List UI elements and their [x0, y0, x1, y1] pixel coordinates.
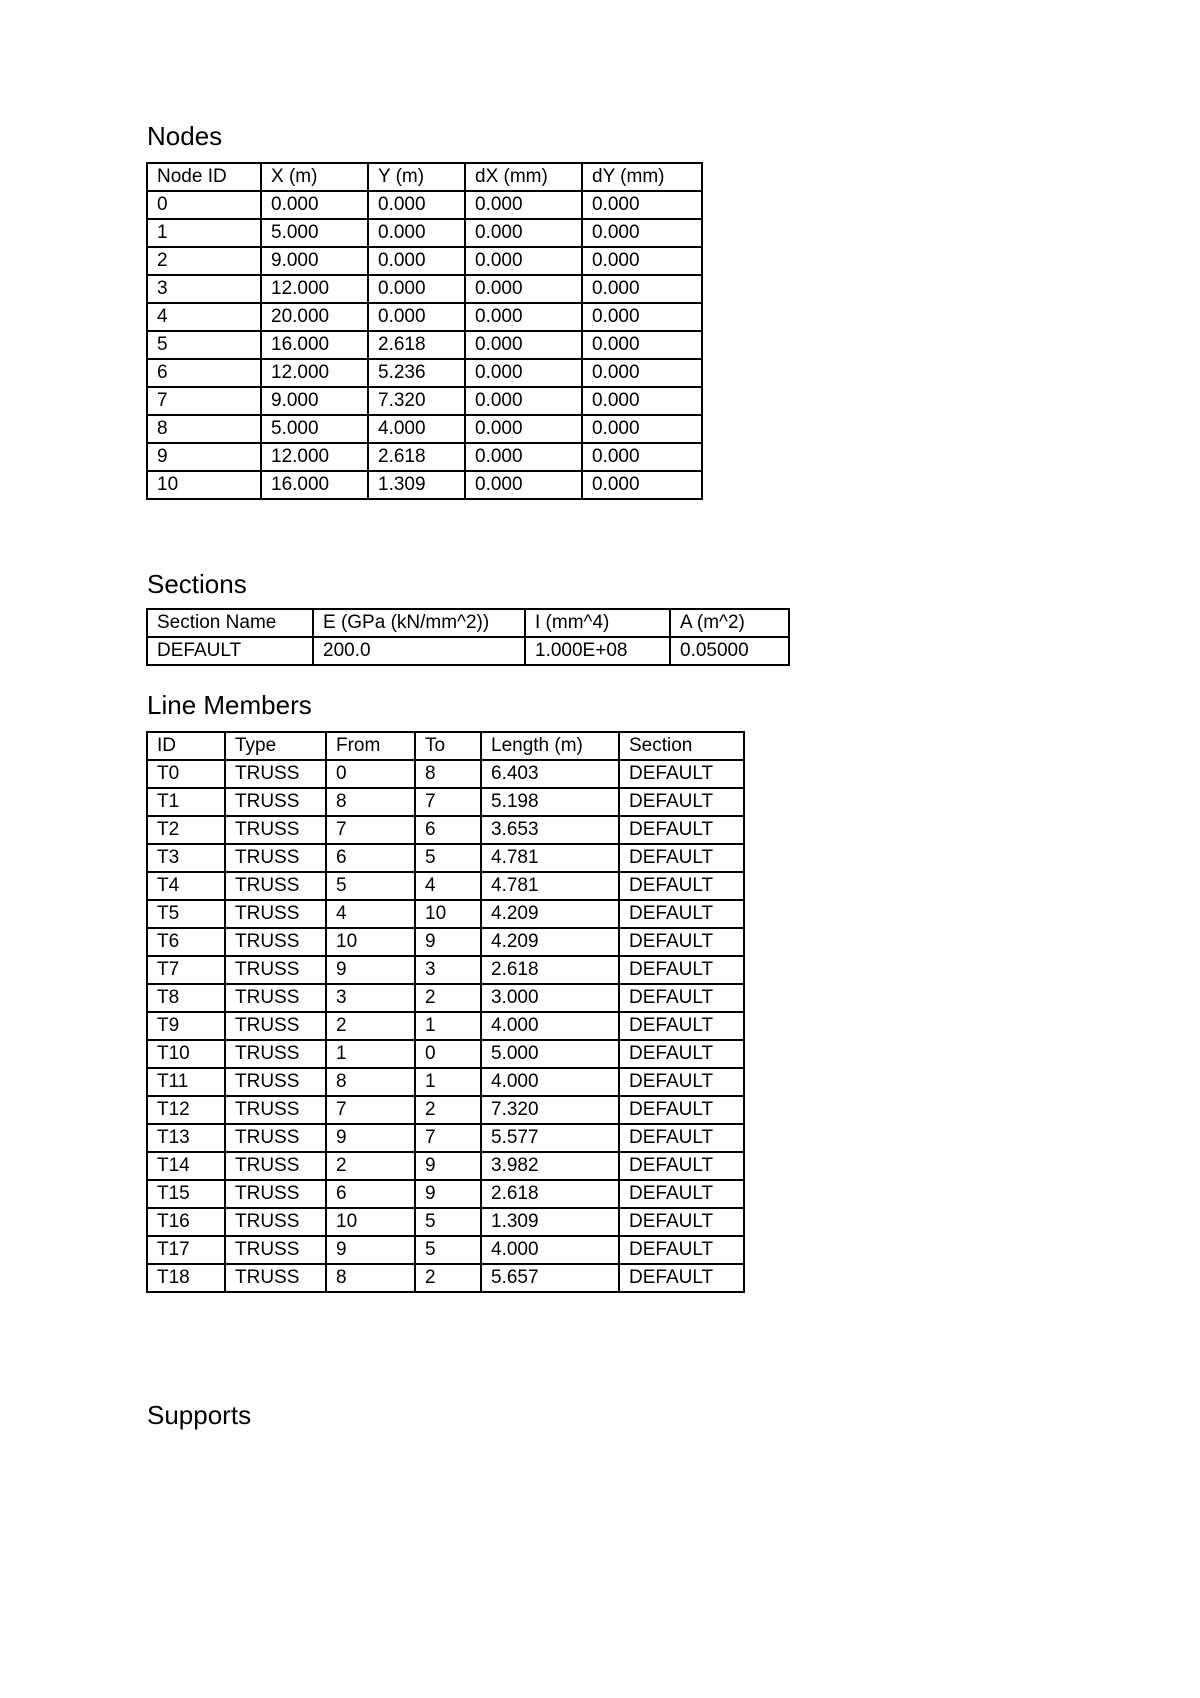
table-cell: 0.000	[261, 191, 368, 219]
table-cell: 7	[147, 387, 261, 415]
table-cell: 4	[415, 872, 481, 900]
table-cell: 1.309	[368, 471, 465, 499]
table-cell: DEFAULT	[619, 816, 744, 844]
table-cell: DEFAULT	[619, 1264, 744, 1292]
nodes-column-header: Y (m)	[368, 163, 465, 191]
table-cell: TRUSS	[225, 1096, 326, 1124]
table-cell: 4.000	[481, 1068, 619, 1096]
table-cell: 10	[326, 1208, 415, 1236]
table-cell: DEFAULT	[619, 1152, 744, 1180]
table-cell: 5	[147, 331, 261, 359]
table-cell: 0.000	[465, 303, 582, 331]
table-cell: 4.209	[481, 928, 619, 956]
table-cell: DEFAULT	[619, 1124, 744, 1152]
table-cell: 8	[326, 1068, 415, 1096]
table-row	[147, 219, 702, 247]
table-cell: 9	[415, 928, 481, 956]
members-column-header: Type	[225, 732, 326, 760]
members-column-header: Length (m)	[481, 732, 619, 760]
table-row	[147, 1068, 744, 1096]
table-cell: T18	[147, 1264, 225, 1292]
table-cell: 0.000	[582, 443, 702, 471]
nodes-column-header: dX (mm)	[465, 163, 582, 191]
table-cell: 0	[415, 1040, 481, 1068]
table-cell: TRUSS	[225, 1152, 326, 1180]
table-cell: TRUSS	[225, 844, 326, 872]
table-cell: DEFAULT	[619, 872, 744, 900]
table-cell: T1	[147, 788, 225, 816]
table-cell: 2.618	[368, 443, 465, 471]
table-row	[147, 1012, 744, 1040]
table-cell: TRUSS	[225, 1124, 326, 1152]
table-cell: 5.236	[368, 359, 465, 387]
table-cell: T3	[147, 844, 225, 872]
members-title: Line Members	[147, 690, 312, 720]
table-cell: T13	[147, 1124, 225, 1152]
table-cell: 0.000	[582, 219, 702, 247]
table-cell: 0.000	[465, 443, 582, 471]
members-header-row	[147, 732, 744, 760]
table-cell: 0.000	[582, 471, 702, 499]
table-cell: T14	[147, 1152, 225, 1180]
table-cell: DEFAULT	[619, 984, 744, 1012]
table-cell: 3	[147, 275, 261, 303]
table-cell: T15	[147, 1180, 225, 1208]
table-cell: 12.000	[261, 359, 368, 387]
table-cell: 2.618	[368, 331, 465, 359]
table-cell: 0.000	[465, 191, 582, 219]
table-cell: 0.000	[368, 275, 465, 303]
table-cell: 0.000	[368, 219, 465, 247]
table-cell: T11	[147, 1068, 225, 1096]
table-row	[147, 415, 702, 443]
table-cell: 9	[415, 1152, 481, 1180]
table-cell: 6	[415, 816, 481, 844]
table-cell: 200.0	[313, 637, 525, 665]
table-row	[147, 760, 744, 788]
table-cell: 0.000	[582, 303, 702, 331]
table-cell: 5.000	[481, 1040, 619, 1068]
table-cell: 2	[415, 1096, 481, 1124]
table-cell: TRUSS	[225, 956, 326, 984]
table-cell: 0.000	[582, 331, 702, 359]
table-cell: 3.000	[481, 984, 619, 1012]
table-cell: 4	[326, 900, 415, 928]
table-cell: 1.000E+08	[525, 637, 670, 665]
table-row	[147, 637, 789, 665]
table-row	[147, 816, 744, 844]
table-cell: 1	[415, 1012, 481, 1040]
table-cell: TRUSS	[225, 788, 326, 816]
table-cell: 0.000	[582, 275, 702, 303]
table-cell: T9	[147, 1012, 225, 1040]
table-cell: TRUSS	[225, 1012, 326, 1040]
table-cell: 9	[326, 1236, 415, 1264]
table-cell: 5	[415, 844, 481, 872]
sections-header-row	[147, 609, 789, 637]
table-cell: 1	[415, 1068, 481, 1096]
table-cell: DEFAULT	[619, 956, 744, 984]
table-cell: 4.781	[481, 844, 619, 872]
table-cell: 1	[326, 1040, 415, 1068]
table-cell: 7	[415, 1124, 481, 1152]
table-cell: 0	[326, 760, 415, 788]
table-cell: 2.618	[481, 956, 619, 984]
supports-title: Supports	[147, 1400, 252, 1430]
nodes-column-header: dY (mm)	[582, 163, 702, 191]
table-cell: T2	[147, 816, 225, 844]
table-cell: 9.000	[261, 247, 368, 275]
sections-column-header: I (mm^4)	[525, 609, 670, 637]
table-cell: 2	[415, 1264, 481, 1292]
table-row	[147, 872, 744, 900]
table-cell: 0.000	[582, 359, 702, 387]
table-cell: T0	[147, 760, 225, 788]
table-cell: 0.000	[368, 303, 465, 331]
table-cell: 8	[326, 1264, 415, 1292]
table-cell: 9	[326, 956, 415, 984]
table-row	[147, 1096, 744, 1124]
nodes-title: Nodes	[147, 121, 223, 151]
table-cell: 3.982	[481, 1152, 619, 1180]
table-cell: 2	[326, 1012, 415, 1040]
nodes-column-header: X (m)	[261, 163, 368, 191]
table-cell: DEFAULT	[619, 1040, 744, 1068]
table-cell: 10	[326, 928, 415, 956]
table-cell: 0.000	[465, 219, 582, 247]
table-row	[147, 443, 702, 471]
sections-column-header: E (GPa (kN/mm^2))	[313, 609, 525, 637]
table-cell: DEFAULT	[619, 1096, 744, 1124]
table-cell: 9	[326, 1124, 415, 1152]
table-row	[147, 1208, 744, 1236]
table-cell: TRUSS	[225, 928, 326, 956]
table-row	[147, 1040, 744, 1068]
table-cell: 5	[415, 1208, 481, 1236]
table-cell: T4	[147, 872, 225, 900]
table-cell: DEFAULT	[619, 1236, 744, 1264]
table-row	[147, 471, 702, 499]
table-cell: DEFAULT	[619, 1180, 744, 1208]
table-row	[147, 191, 702, 219]
table-cell: 3	[415, 956, 481, 984]
table-cell: 20.000	[261, 303, 368, 331]
table-cell: DEFAULT	[619, 844, 744, 872]
table-cell: 3.653	[481, 816, 619, 844]
table-cell: T12	[147, 1096, 225, 1124]
table-cell: 10	[147, 471, 261, 499]
table-row	[147, 1236, 744, 1264]
table-row	[147, 303, 702, 331]
table-cell: 0.000	[582, 247, 702, 275]
table-row	[147, 331, 702, 359]
sections-table	[146, 608, 790, 666]
table-cell: 0.000	[582, 415, 702, 443]
table-row	[147, 956, 744, 984]
table-cell: 6	[147, 359, 261, 387]
table-cell: 5.000	[261, 415, 368, 443]
table-cell: 2.618	[481, 1180, 619, 1208]
table-cell: 5.657	[481, 1264, 619, 1292]
table-cell: 4	[147, 303, 261, 331]
table-cell: T8	[147, 984, 225, 1012]
table-cell: 9.000	[261, 387, 368, 415]
table-row	[147, 928, 744, 956]
table-cell: 12.000	[261, 443, 368, 471]
table-cell: TRUSS	[225, 1068, 326, 1096]
table-cell: 1	[147, 219, 261, 247]
table-cell: 16.000	[261, 471, 368, 499]
table-row	[147, 387, 702, 415]
table-cell: 8	[415, 760, 481, 788]
table-cell: TRUSS	[225, 872, 326, 900]
table-cell: 0.000	[465, 275, 582, 303]
table-cell: 5	[415, 1236, 481, 1264]
table-cell: TRUSS	[225, 816, 326, 844]
table-cell: 9	[147, 443, 261, 471]
table-row	[147, 1264, 744, 1292]
table-cell: 0.05000	[670, 637, 789, 665]
members-column-header: Section	[619, 732, 744, 760]
table-cell: TRUSS	[225, 984, 326, 1012]
table-row	[147, 247, 702, 275]
table-cell: 6	[326, 844, 415, 872]
table-cell: 9	[415, 1180, 481, 1208]
table-cell: 2	[415, 984, 481, 1012]
table-cell: T10	[147, 1040, 225, 1068]
table-cell: 0.000	[465, 471, 582, 499]
table-cell: 4.000	[481, 1236, 619, 1264]
table-cell: DEFAULT	[147, 637, 313, 665]
table-row	[147, 900, 744, 928]
table-cell: TRUSS	[225, 1264, 326, 1292]
table-cell: TRUSS	[225, 1040, 326, 1068]
table-cell: T5	[147, 900, 225, 928]
table-cell: 4.209	[481, 900, 619, 928]
table-cell: 0.000	[465, 331, 582, 359]
table-cell: 6.403	[481, 760, 619, 788]
table-cell: 8	[147, 415, 261, 443]
sections-column-header: A (m^2)	[670, 609, 789, 637]
table-cell: 7.320	[481, 1096, 619, 1124]
table-cell: DEFAULT	[619, 900, 744, 928]
table-cell: DEFAULT	[619, 788, 744, 816]
table-row	[147, 1124, 744, 1152]
table-cell: 1.309	[481, 1208, 619, 1236]
table-cell: TRUSS	[225, 1236, 326, 1264]
table-cell: 0.000	[465, 415, 582, 443]
table-cell: 7	[326, 1096, 415, 1124]
table-cell: 16.000	[261, 331, 368, 359]
table-cell: DEFAULT	[619, 928, 744, 956]
table-cell: 8	[326, 788, 415, 816]
members-column-header: ID	[147, 732, 225, 760]
nodes-column-header: Node ID	[147, 163, 261, 191]
table-cell: 5.000	[261, 219, 368, 247]
table-cell: 0.000	[582, 387, 702, 415]
table-cell: 2	[326, 1152, 415, 1180]
sections-title: Sections	[147, 569, 247, 599]
nodes-table	[146, 162, 703, 500]
members-column-header: From	[326, 732, 415, 760]
members-column-header: To	[415, 732, 481, 760]
table-cell: DEFAULT	[619, 760, 744, 788]
table-cell: 0.000	[368, 191, 465, 219]
table-cell: DEFAULT	[619, 1068, 744, 1096]
table-cell: 0.000	[465, 387, 582, 415]
table-row	[147, 1152, 744, 1180]
table-cell: TRUSS	[225, 760, 326, 788]
table-cell: 7	[326, 816, 415, 844]
table-cell: 5.198	[481, 788, 619, 816]
table-cell: 4.000	[368, 415, 465, 443]
table-cell: 0	[147, 191, 261, 219]
table-cell: 0.000	[465, 359, 582, 387]
table-cell: 6	[326, 1180, 415, 1208]
table-cell: 2	[147, 247, 261, 275]
table-cell: T17	[147, 1236, 225, 1264]
members-table	[146, 731, 745, 1293]
table-cell: 3	[326, 984, 415, 1012]
table-cell: 10	[415, 900, 481, 928]
table-cell: 5	[326, 872, 415, 900]
table-cell: 7.320	[368, 387, 465, 415]
table-cell: T16	[147, 1208, 225, 1236]
table-cell: 4.000	[481, 1012, 619, 1040]
nodes-header-row	[147, 163, 702, 191]
table-row	[147, 359, 702, 387]
table-row	[147, 275, 702, 303]
table-cell: 4.781	[481, 872, 619, 900]
table-cell: 0.000	[582, 191, 702, 219]
table-row	[147, 984, 744, 1012]
table-cell: TRUSS	[225, 1208, 326, 1236]
table-cell: 12.000	[261, 275, 368, 303]
table-row	[147, 788, 744, 816]
table-cell: 7	[415, 788, 481, 816]
table-cell: T6	[147, 928, 225, 956]
table-cell: 0.000	[368, 247, 465, 275]
table-cell: 5.577	[481, 1124, 619, 1152]
table-cell: 0.000	[465, 247, 582, 275]
table-cell: TRUSS	[225, 900, 326, 928]
table-row	[147, 844, 744, 872]
table-cell: DEFAULT	[619, 1012, 744, 1040]
table-row	[147, 1180, 744, 1208]
table-cell: TRUSS	[225, 1180, 326, 1208]
table-cell: T7	[147, 956, 225, 984]
table-cell: DEFAULT	[619, 1208, 744, 1236]
sections-column-header: Section Name	[147, 609, 313, 637]
